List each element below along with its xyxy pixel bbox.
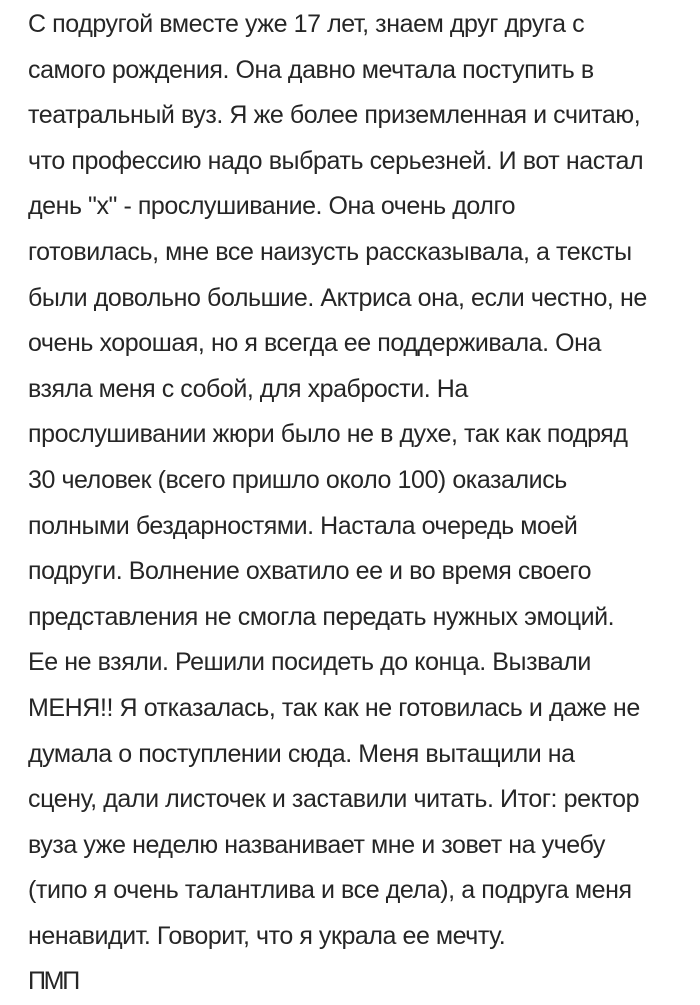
post-body [28,0,700,1005]
post-text-line: сцену, дали листочек и заставили читать. Итог: ректор [28,785,640,814]
post-text-line: Ее не взяли. Решили посидеть до конца. Вызвали [28,648,591,677]
post-text-line: МЕНЯ!! Я отказалась, так как не готовилась и даже не [28,693,640,722]
post-text-line: были довольно большие. Актриса она, если честно, не [28,283,647,312]
post-text-line: готовилась, мне все наизусть рассказывала, а тексты [28,237,632,266]
post-text-line: ненавидит. Говорит, что я украла ее мечту. [28,921,506,950]
post-text-line: вуза уже неделю названивает мне и зовет на учебу [28,830,605,859]
post-text-line: что профессию надо выбрать серьезней. И вот настал [28,146,644,175]
post-text-line: 30 человек (всего пришло около 100) оказались [28,465,567,494]
post-signature: ПМП [28,967,78,996]
post-text-line: самого рождения. Она давно мечтала поступить в [28,55,594,84]
post-text-line: (типо я очень талантлива и все дела), а подруга меня [28,876,632,905]
post-text-line: очень хорошая, но я всегда ее поддерживала. Она [28,329,602,358]
post-text-line: полными бездарностями. Настала очередь моей [28,511,578,540]
post-text-line: театральный вуз. Я же более приземленная и считаю, [28,101,641,130]
post-text-line: С подругой вместе уже 17 лет, знаем друг друга с [28,10,585,38]
post-text-line: взяла меня с собой, для храбрости. На [28,374,468,403]
post-text-line: день "х" - прослушивание. Она очень долго [28,192,516,221]
post-text-line: думала о поступлении сюда. Меня вытащили на [28,739,575,768]
post-text-line: подруги. Волнение охватило ее и во время своего [28,557,592,586]
post-text-line: представления не смогла передать нужных эмоций. [28,602,615,631]
post-text-line: прослушивании жюри было не в духе, так как подряд [28,420,628,449]
